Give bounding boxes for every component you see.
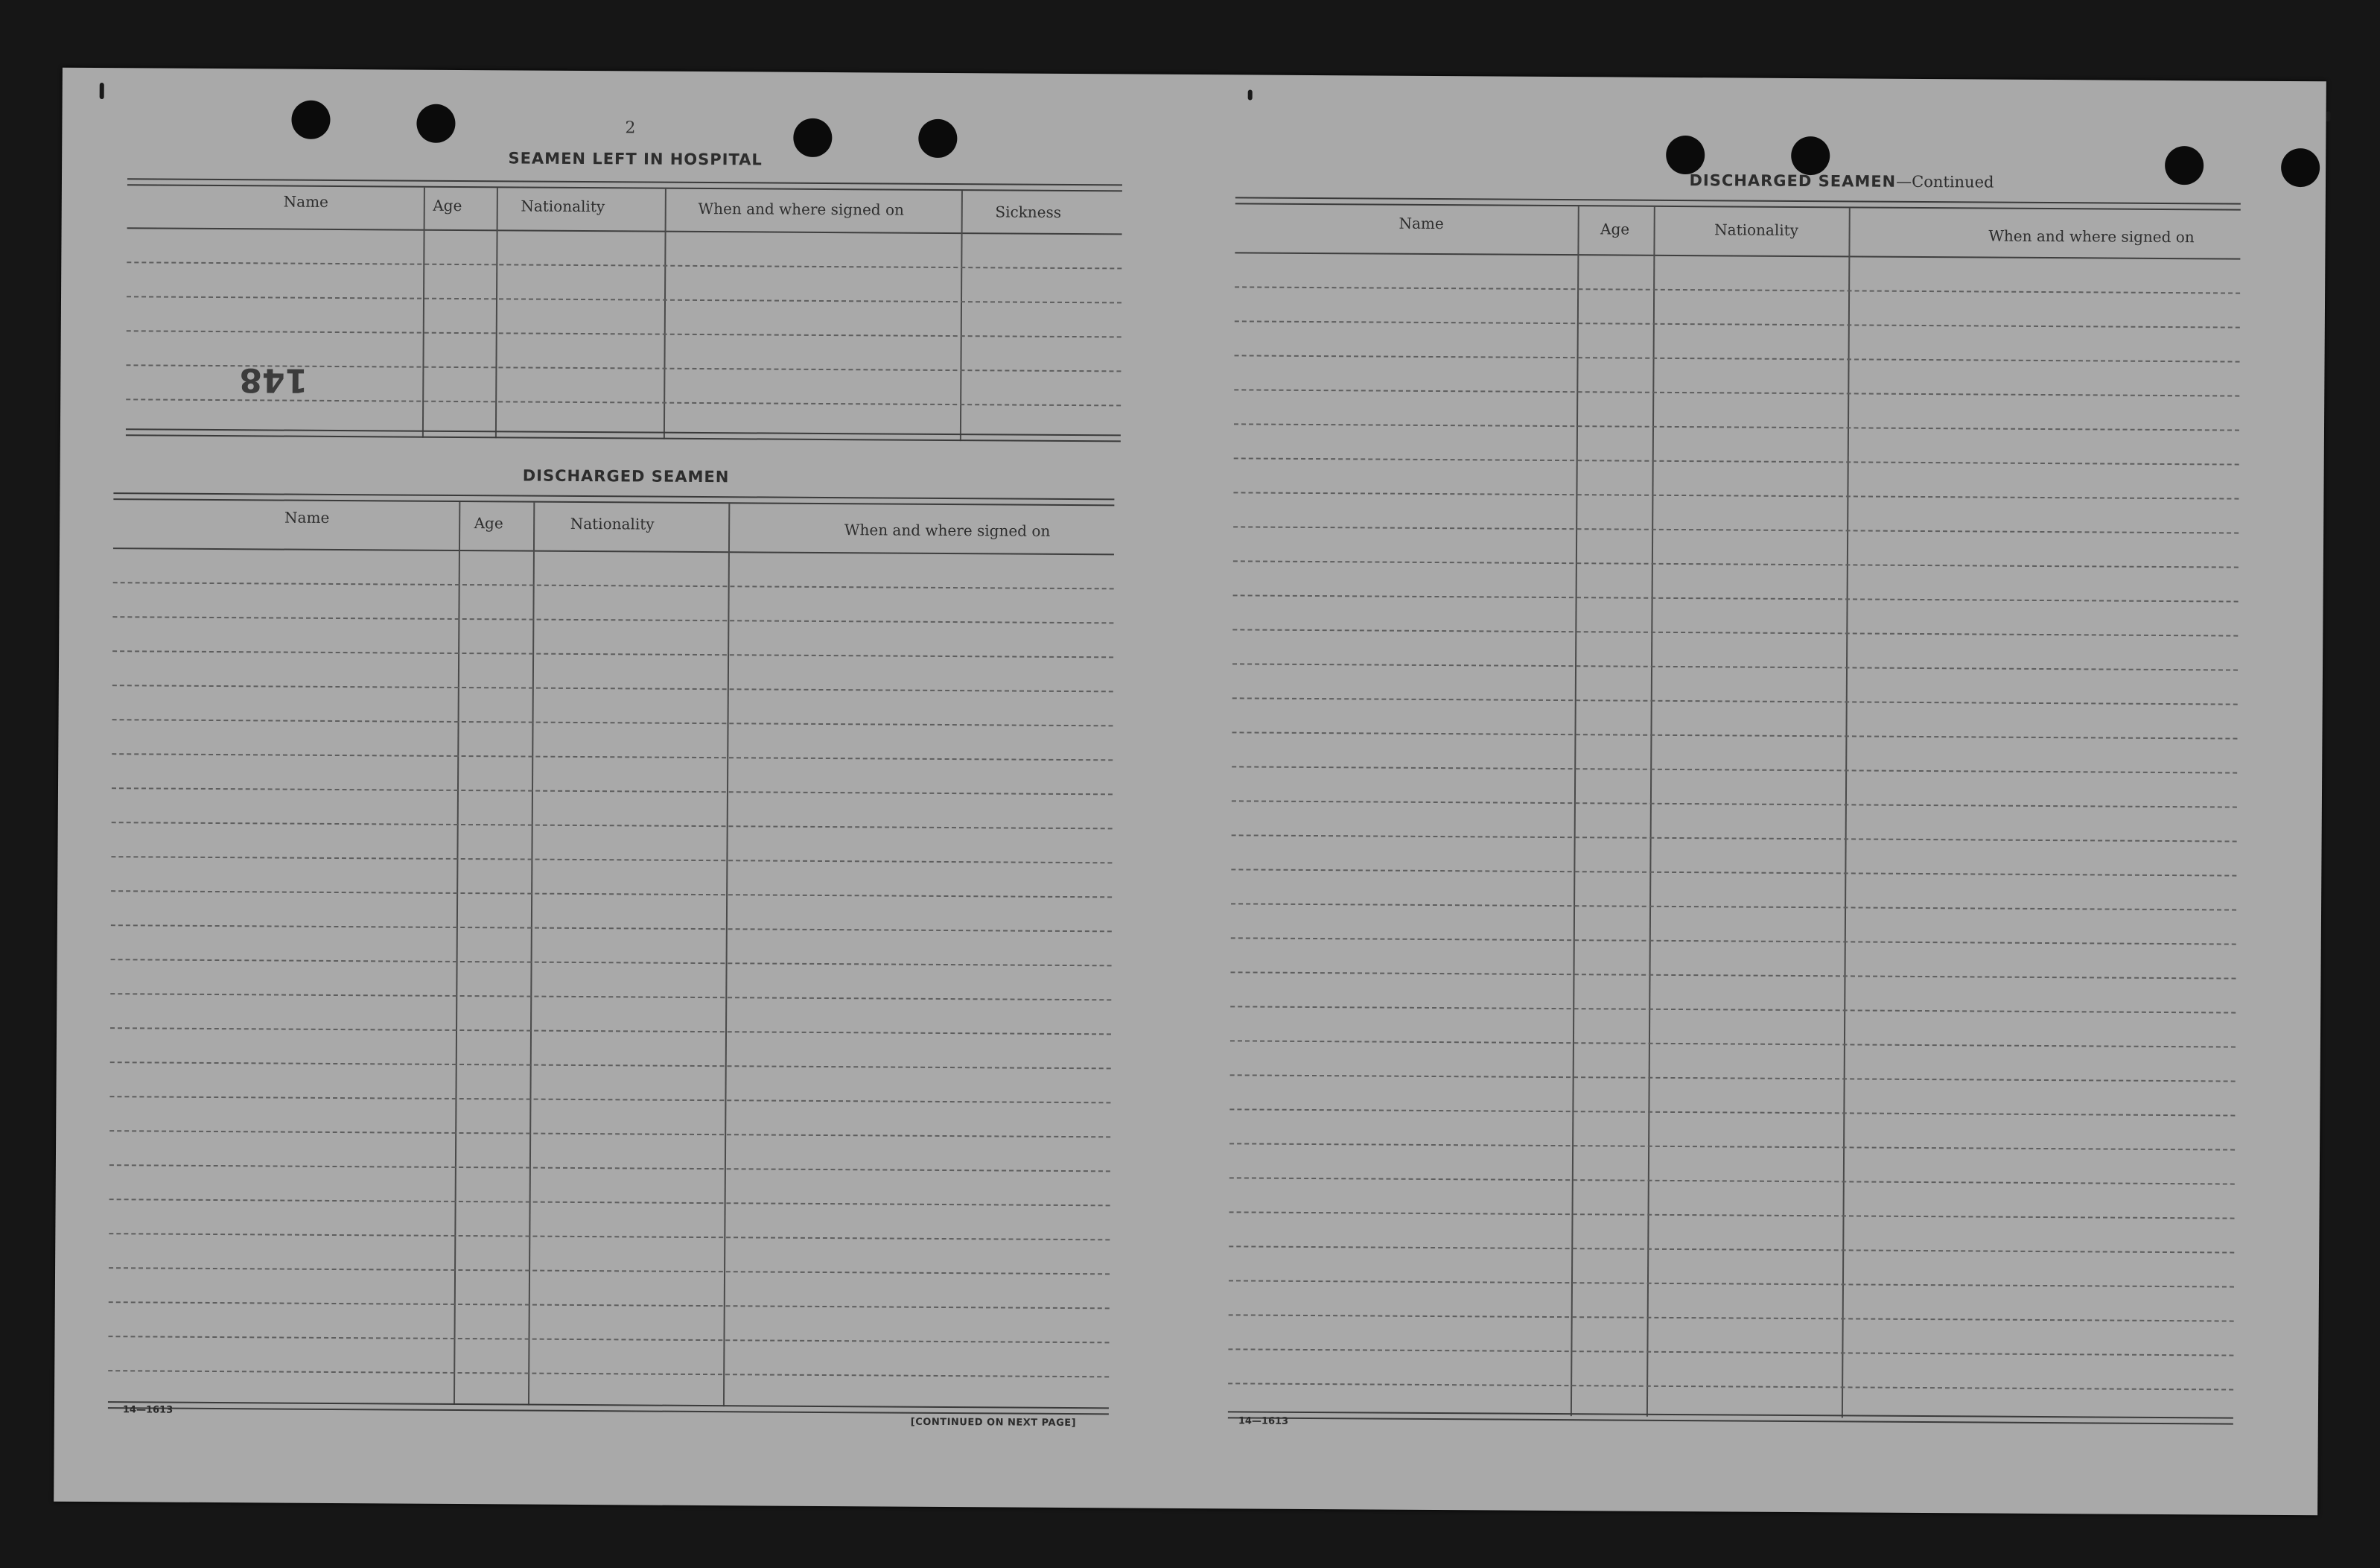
table-row — [1235, 355, 2240, 362]
table-row — [1232, 766, 2237, 773]
table-row — [1229, 1211, 2235, 1219]
table-row — [112, 685, 1113, 692]
column-header-age: Age — [1600, 220, 1630, 238]
table-row — [1229, 1143, 2235, 1150]
table-row — [110, 1061, 1111, 1069]
column-header-signed-on: When and where signed on — [1988, 226, 2195, 247]
discharged-continued-table — [1228, 197, 2241, 1427]
table-row — [1234, 457, 2239, 465]
continued-note: [CONTINUED ON NEXT PAGE] — [910, 1416, 1077, 1429]
table-row — [127, 261, 1121, 269]
table-row — [1229, 1280, 2234, 1287]
table-row — [1232, 663, 2238, 670]
table-row — [1231, 903, 2236, 910]
table-row — [127, 330, 1121, 337]
table-row — [1229, 1314, 2234, 1321]
table-row — [112, 822, 1113, 829]
column-header-age: Age — [433, 196, 462, 215]
table-row — [111, 856, 1112, 863]
form-sheet — [54, 68, 2326, 1516]
table-row — [1233, 594, 2239, 602]
table-row — [1232, 629, 2238, 636]
table-row — [1229, 1245, 2234, 1253]
discharged-table — [108, 492, 1115, 1419]
table-row — [110, 993, 1111, 1000]
ink-mark — [2326, 111, 2331, 121]
discharged-section-title: DISCHARGED SEAMEN — [522, 466, 730, 486]
table-row — [1234, 423, 2239, 431]
stamp: 148 — [239, 361, 308, 399]
hospital-section-title: SEAMEN LEFT IN HOSPITAL — [508, 149, 763, 169]
table-row — [1233, 560, 2239, 568]
left-page — [54, 68, 1194, 1508]
table-row — [112, 753, 1113, 761]
table-row — [1232, 834, 2237, 842]
column-header-name: Name — [283, 192, 328, 211]
column-header-name: Name — [1399, 214, 1444, 233]
table-row — [109, 1233, 1110, 1240]
table-row — [112, 719, 1113, 726]
page-number: 2 — [625, 118, 636, 138]
table-row — [1233, 526, 2239, 533]
table-row — [109, 1096, 1110, 1103]
table-row — [127, 296, 1121, 303]
table-row — [1235, 320, 2240, 328]
table-row — [1233, 492, 2239, 499]
table-row — [1231, 937, 2236, 945]
hospital-table — [126, 178, 1122, 446]
table-row — [112, 650, 1113, 658]
column-header-nationality: Nationality — [570, 514, 655, 533]
table-row — [1231, 869, 2236, 876]
table-row — [1228, 1348, 2233, 1356]
discharged-title: DISCHARGED SEAMEN — [1689, 171, 1897, 191]
column-header-signed-on: When and where signed on — [698, 199, 904, 219]
table-row — [1231, 971, 2236, 979]
table-row — [113, 582, 1114, 589]
column-header-nationality: Nationality — [1714, 220, 1799, 239]
table-row — [1232, 731, 2237, 739]
table-row — [109, 1267, 1110, 1275]
table-row — [110, 1027, 1111, 1035]
table-row — [126, 399, 1121, 406]
table-row — [109, 1199, 1110, 1206]
continued-suffix: —Continued — [1896, 172, 1994, 191]
table-row — [112, 787, 1113, 795]
table-row — [109, 1164, 1110, 1172]
discharged-continued-title — [1670, 171, 2013, 191]
table-row — [108, 1336, 1109, 1343]
column-header-signed-on: When and where signed on — [844, 521, 1051, 540]
table-row — [109, 1130, 1110, 1137]
table-row — [1230, 1040, 2236, 1047]
table-row — [111, 890, 1112, 898]
table-row — [1232, 800, 2237, 807]
table-row — [1228, 1383, 2233, 1390]
form-number: 14—1613 — [122, 1404, 174, 1416]
table-row — [1229, 1108, 2235, 1116]
table-row — [1235, 286, 2240, 293]
column-header-nationality: Nationality — [521, 197, 605, 216]
table-row — [1230, 1006, 2236, 1013]
table-row — [111, 959, 1112, 966]
right-page — [1186, 74, 2326, 1515]
table-row — [1232, 697, 2238, 705]
table-row — [1234, 389, 2239, 396]
table-row — [1230, 1074, 2236, 1082]
table-row — [112, 616, 1113, 623]
form-number: 14—1613 — [1238, 1415, 1289, 1427]
table-row — [111, 924, 1112, 932]
column-header-age: Age — [474, 514, 503, 533]
table-row — [1229, 1177, 2235, 1184]
table-row — [108, 1370, 1109, 1377]
table-row — [109, 1301, 1110, 1309]
column-header-sickness: Sickness — [995, 203, 1062, 221]
column-header-name: Name — [284, 508, 330, 527]
